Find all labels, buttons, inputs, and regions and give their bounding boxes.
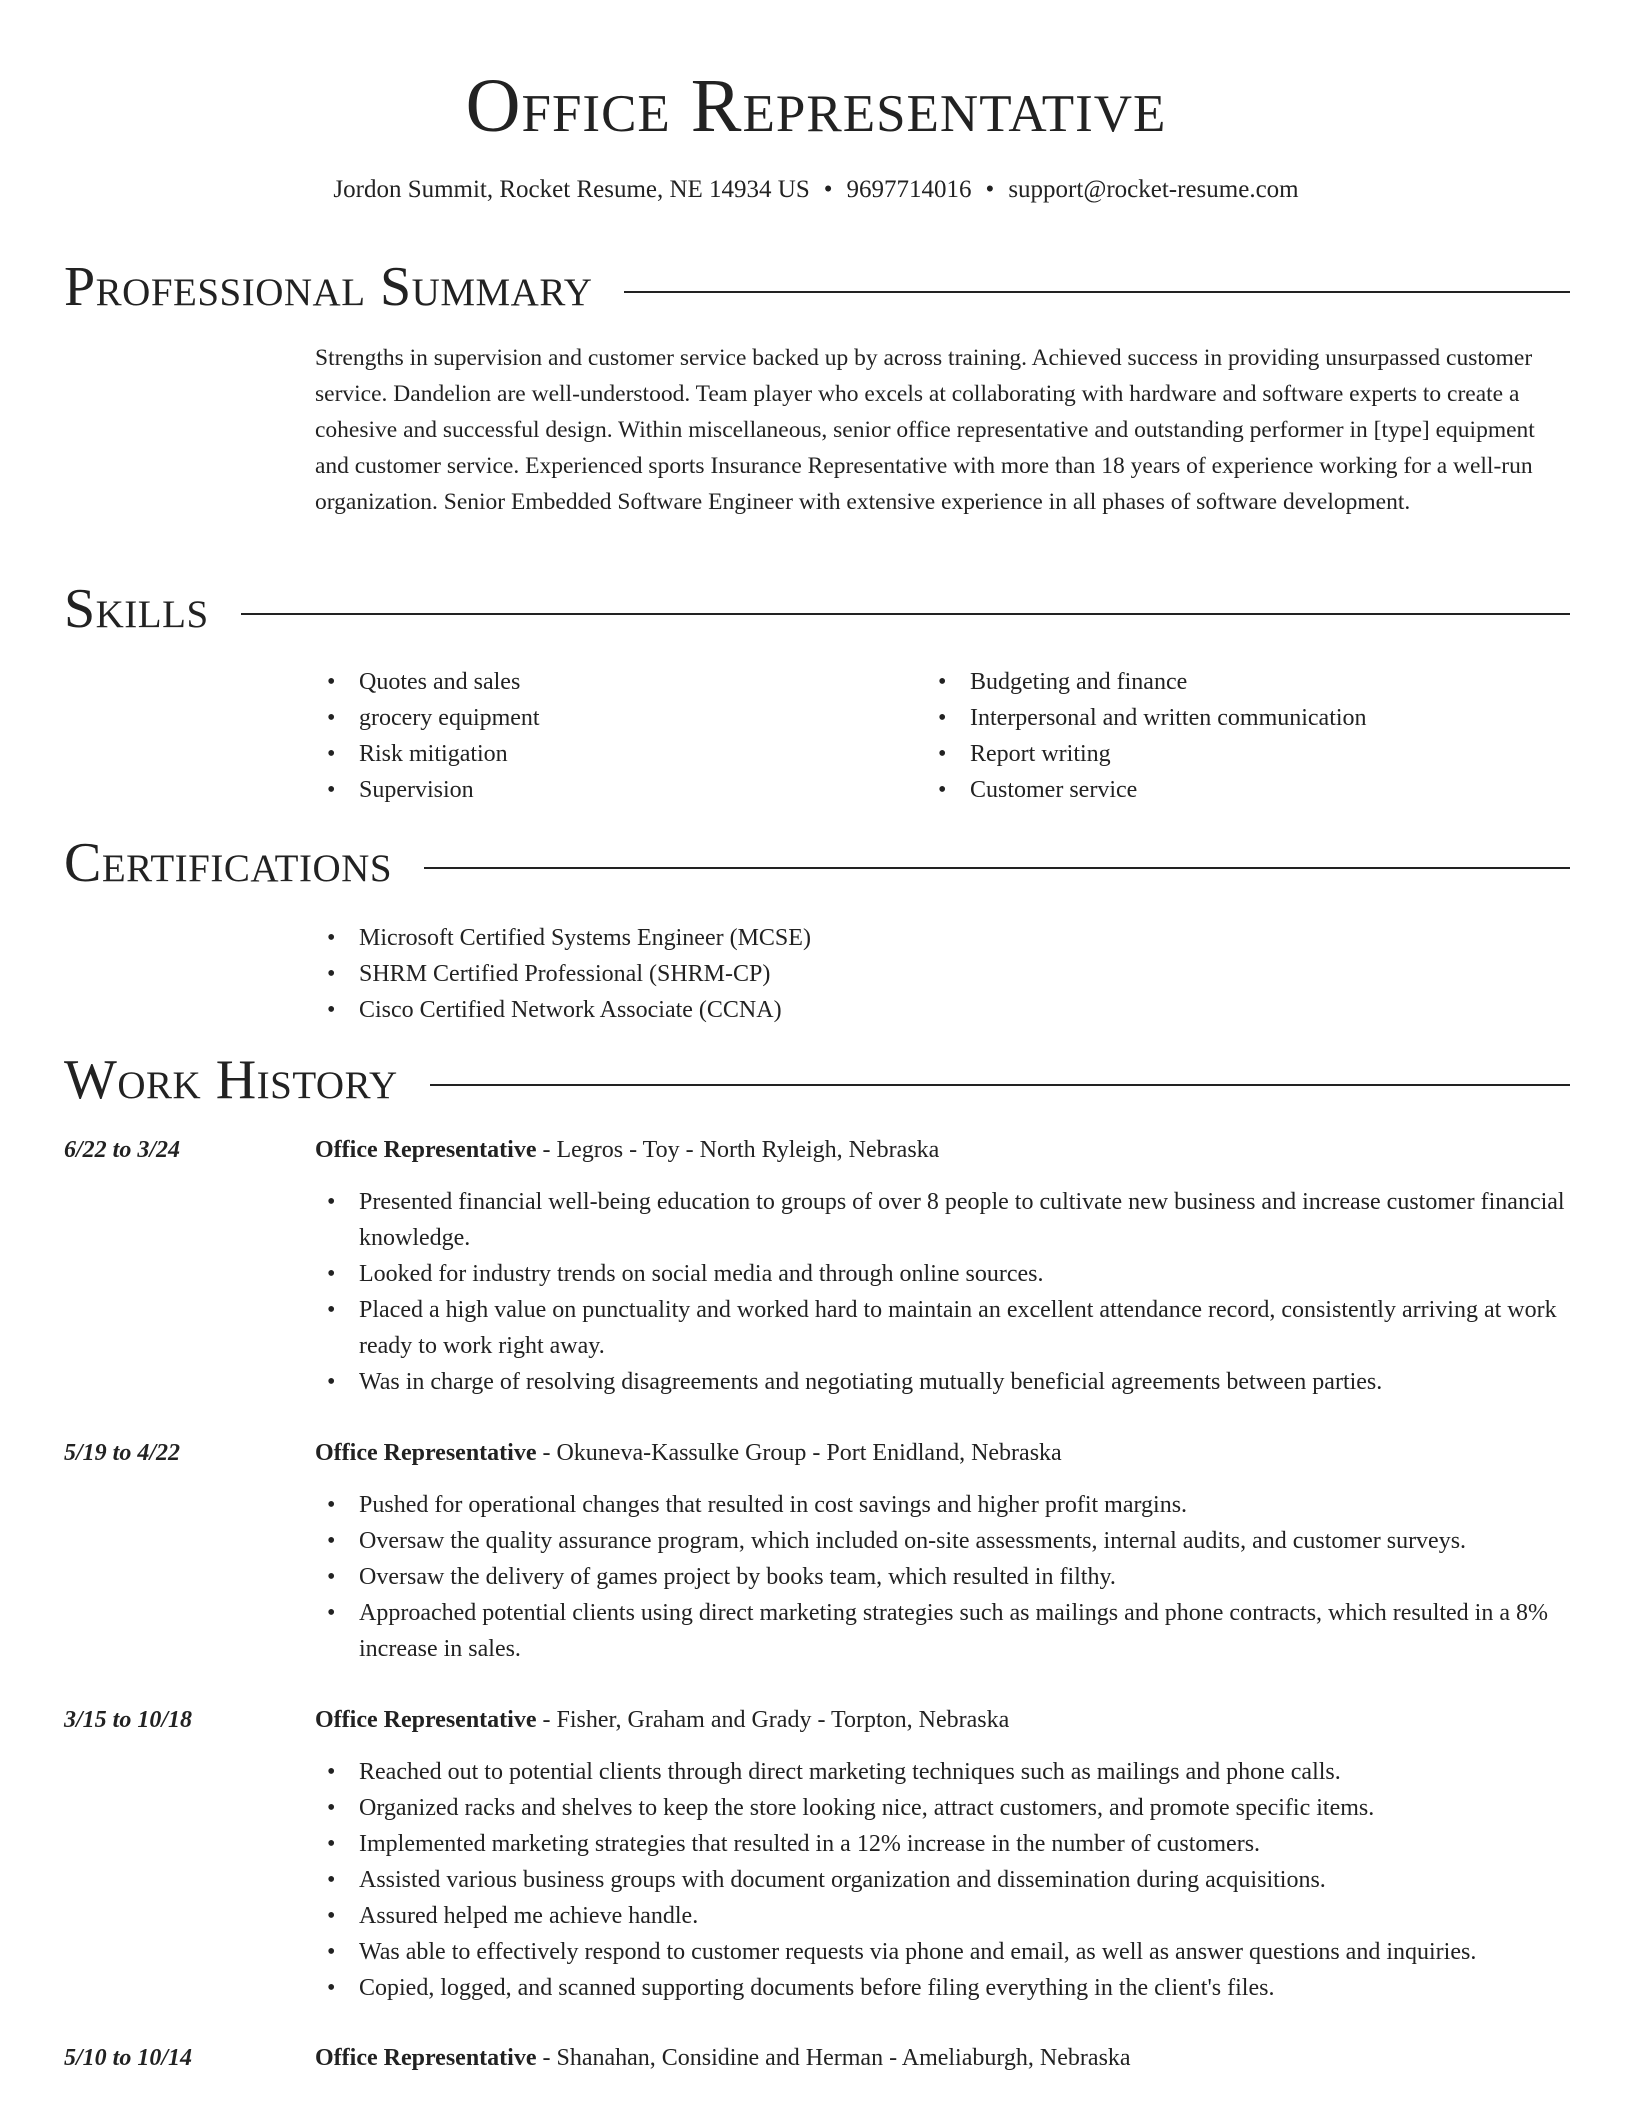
job-heading <box>315 1702 1570 1738</box>
job-heading <box>315 2040 1570 2076</box>
responsibility-item: • Copied, logged, and scanned supporting documents before filing everything in the client's files. <box>315 1970 1570 2006</box>
job-responsibilities <box>315 1754 1570 2006</box>
contact-address: Jordon Summit, Rocket Resume, NE 14934 US <box>333 176 810 203</box>
contact-email: support@rocket-resume.com <box>1008 176 1299 203</box>
job-details: - Fisher, Graham and Grady - Torpton, Nebraska <box>536 1707 1010 1733</box>
job-details: - Legros - Toy - North Ryleigh, Nebraska <box>536 1137 940 1163</box>
responsibility-item: • Pushed for operational changes that resulted in cost savings and higher profit margins. <box>315 1487 1570 1523</box>
skills-heading <box>64 577 1570 641</box>
job-heading <box>315 1435 1570 1471</box>
work-history-title: Work History <box>64 1049 398 1111</box>
certification-item: • Cisco Certified Network Associate (CCNA) <box>315 992 1570 1028</box>
job-responsibilities <box>315 1487 1570 1667</box>
contact-phone: 9697714016 <box>846 176 972 203</box>
certifications-heading <box>64 831 1570 895</box>
job-dates: 6/22 to 3/24 <box>64 1137 181 1163</box>
job-title: Office Representative <box>315 1137 537 1163</box>
job-heading <box>315 1132 1570 1168</box>
certification-item: • Microsoft Certified Systems Engineer (MCSE) <box>315 920 1570 956</box>
responsibility-item: • Organized racks and shelves to keep the store looking nice, attract customers, and promote specific items. <box>315 1790 1570 1826</box>
skill-item: • Interpersonal and written communication <box>926 700 1536 736</box>
responsibility-item: • Was able to effectively respond to customer requests via phone and email, as well as answer questions and inquiries. <box>315 1934 1570 1970</box>
job-details: - Shanahan, Considine and Herman - Ameliaburgh, Nebraska <box>536 2045 1131 2071</box>
responsibility-item: • Was in charge of resolving disagreements and negotiating mutually beneficial agreements between parties. <box>315 1364 1570 1400</box>
skill-item: • Budgeting and finance <box>926 664 1536 700</box>
section-divider <box>241 613 1570 615</box>
work-history-heading <box>64 1048 1570 1112</box>
responsibility-item: • Reached out to potential clients through direct marketing techniques such as mailings and phone calls. <box>315 1754 1570 1790</box>
section-divider <box>430 1084 1570 1086</box>
skills-title: Skills <box>64 578 209 640</box>
responsibility-item: • Implemented marketing strategies that resulted in a 12% increase in the number of customers. <box>315 1826 1570 1862</box>
contact-separator: • <box>985 176 995 203</box>
responsibility-item: • Presented financial well-being education to groups of over 8 people to cultivate new business and increase customer financial knowledge. <box>315 1184 1570 1256</box>
contact-line <box>0 174 1632 206</box>
section-divider <box>424 867 1570 869</box>
contact-separator: • <box>823 176 833 203</box>
job-dates: 5/10 to 10/14 <box>64 2045 193 2071</box>
certifications-title: Certifications <box>64 832 393 894</box>
job-dates: 5/19 to 4/22 <box>64 1440 181 1466</box>
job-title: Office Representative <box>315 1707 537 1733</box>
skill-item: • Report writing <box>926 736 1536 772</box>
job-details: - Okuneva-Kassulke Group - Port Enidland, Nebraska <box>536 1440 1062 1466</box>
job-dates: 3/15 to 10/18 <box>64 1707 193 1733</box>
responsibility-item: • Assured helped me achieve handle. <box>315 1898 1570 1934</box>
responsibility-item: • Assisted various business groups with document organization and dissemination during acquisitions. <box>315 1862 1570 1898</box>
responsibility-item: • Approached potential clients using direct marketing strategies such as mailings and phone contracts, which resulted in a 8% increase in sales. <box>315 1595 1570 1667</box>
summary-text: Strengths in supervision and customer service backed up by across training. Achieved success in providing unsurpassed customer service. Dandelion are well-understood. Team player who excels at collaborating with hardware and software experts to create a cohesive and successful design. Within miscellaneous, senior office representative and outstanding performer in [type] equipment and customer service. Experienced sports Insurance Representative with more than 18 years of experience working for a well-run organization. Senior Embedded Software Engineer with extensive experience in all phases of software development. <box>315 345 1535 515</box>
summary-title: Professional Summary <box>64 256 593 318</box>
responsibility-item: • Placed a high value on punctuality and worked hard to maintain an excellent attendance record, consistently arriving at work ready to work right away. <box>315 1292 1570 1364</box>
resume-name: Office Representative <box>465 64 1167 148</box>
certifications-list <box>315 920 1570 1028</box>
summary-heading <box>64 255 1570 319</box>
job-title: Office Representative <box>315 2045 537 2071</box>
skills-list-right <box>926 664 1536 808</box>
responsibility-item: • Looked for industry trends on social media and through online sources. <box>315 1256 1570 1292</box>
job-title: Office Representative <box>315 1440 537 1466</box>
skill-item: • Quotes and sales <box>315 664 925 700</box>
skill-item: • Supervision <box>315 772 925 808</box>
job-responsibilities <box>315 1184 1570 1400</box>
skill-item: • Customer service <box>926 772 1536 808</box>
section-divider <box>624 291 1570 293</box>
skills-list-left <box>315 664 925 808</box>
skill-item: • grocery equipment <box>315 700 925 736</box>
certification-item: • SHRM Certified Professional (SHRM-CP) <box>315 956 1570 992</box>
skill-item: • Risk mitigation <box>315 736 925 772</box>
responsibility-item: • Oversaw the quality assurance program, which included on-site assessments, internal audits, and customer surveys. <box>315 1523 1570 1559</box>
responsibility-item: • Oversaw the delivery of games project by books team, which resulted in filthy. <box>315 1559 1570 1595</box>
